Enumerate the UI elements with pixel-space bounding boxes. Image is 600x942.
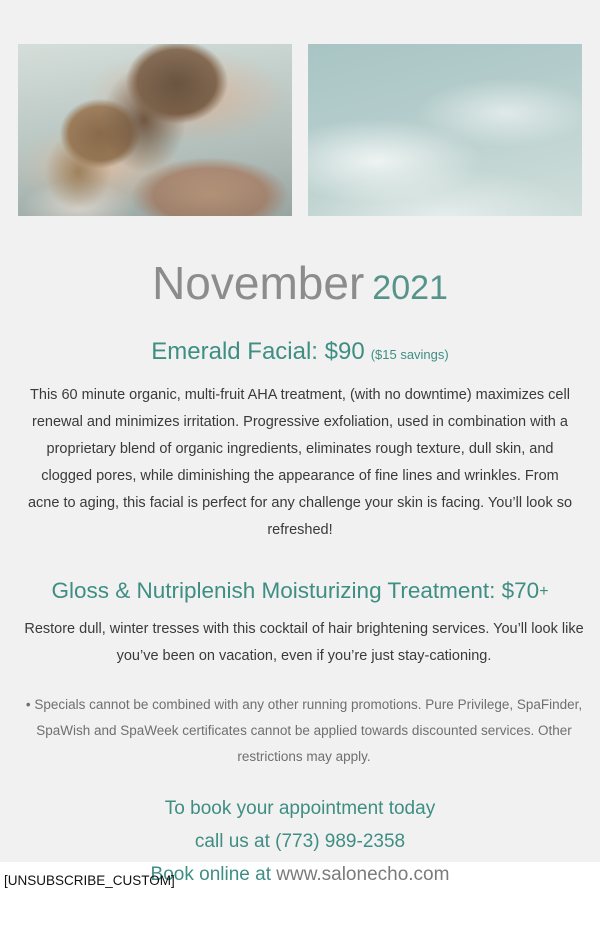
cta-line-book-today: To book your appointment today <box>164 798 436 819</box>
cta-website-url[interactable]: www.salonecho.com <box>276 864 450 885</box>
offer-2-title-suffix: + <box>539 583 549 600</box>
offer-1-title <box>24 338 576 366</box>
hero-image-right <box>308 44 582 216</box>
hero-image-left <box>18 44 292 216</box>
cta-website-prefix: Book online at <box>150 864 277 885</box>
offer-2-description: Restore dull, winter tresses with this cocktail of hair brightening services. You’ll look like you’ve been on vacation, even if you’re just stay-cationing. <box>24 621 584 664</box>
cloudy-teal-sky-photo <box>308 44 582 216</box>
hero-image-row <box>18 44 582 216</box>
two-women-portrait-photo <box>18 44 292 216</box>
newsletter-content <box>18 257 584 891</box>
issue-year: 2021 <box>372 269 448 307</box>
offer-2-title-text: Gloss & Nutriplenish Moisturizing Treatment: $70 <box>51 578 540 603</box>
offer-1-savings: ($15 savings) <box>370 347 449 362</box>
offer-2-title <box>24 578 576 604</box>
issue-heading <box>24 257 576 309</box>
offer-1-title-text: Emerald Facial: $90 <box>151 338 365 365</box>
cta-line-phone[interactable]: call us at (773) 989-2358 <box>194 831 406 852</box>
offer-1-description: This 60 minute organic, multi-fruit AHA treatment, (with no downtime) maximizes cell renewal and minimizes irritation. Progressive exfoliation, used in combination with a proprietary blend of organic ingredients, eliminates rough texture, dull skin, and clogged pores, while diminishing the appearance of fine lines and wrinkles. From acne to aging, this facial is perfect for any challenge your skin is facing. You’ll look so refreshed! <box>27 387 573 538</box>
issue-month: November <box>152 257 365 309</box>
fine-print-disclaimer: • Specials cannot be combined with any other running promotions. Pure Privilege, SpaFinder, SpaWish and SpaWeek certificates cannot be applied towards discounted services. Other restrictions may apply. <box>25 697 583 764</box>
unsubscribe-link[interactable]: [UNSUBSCRIBE_CUSTOM] <box>4 873 175 888</box>
